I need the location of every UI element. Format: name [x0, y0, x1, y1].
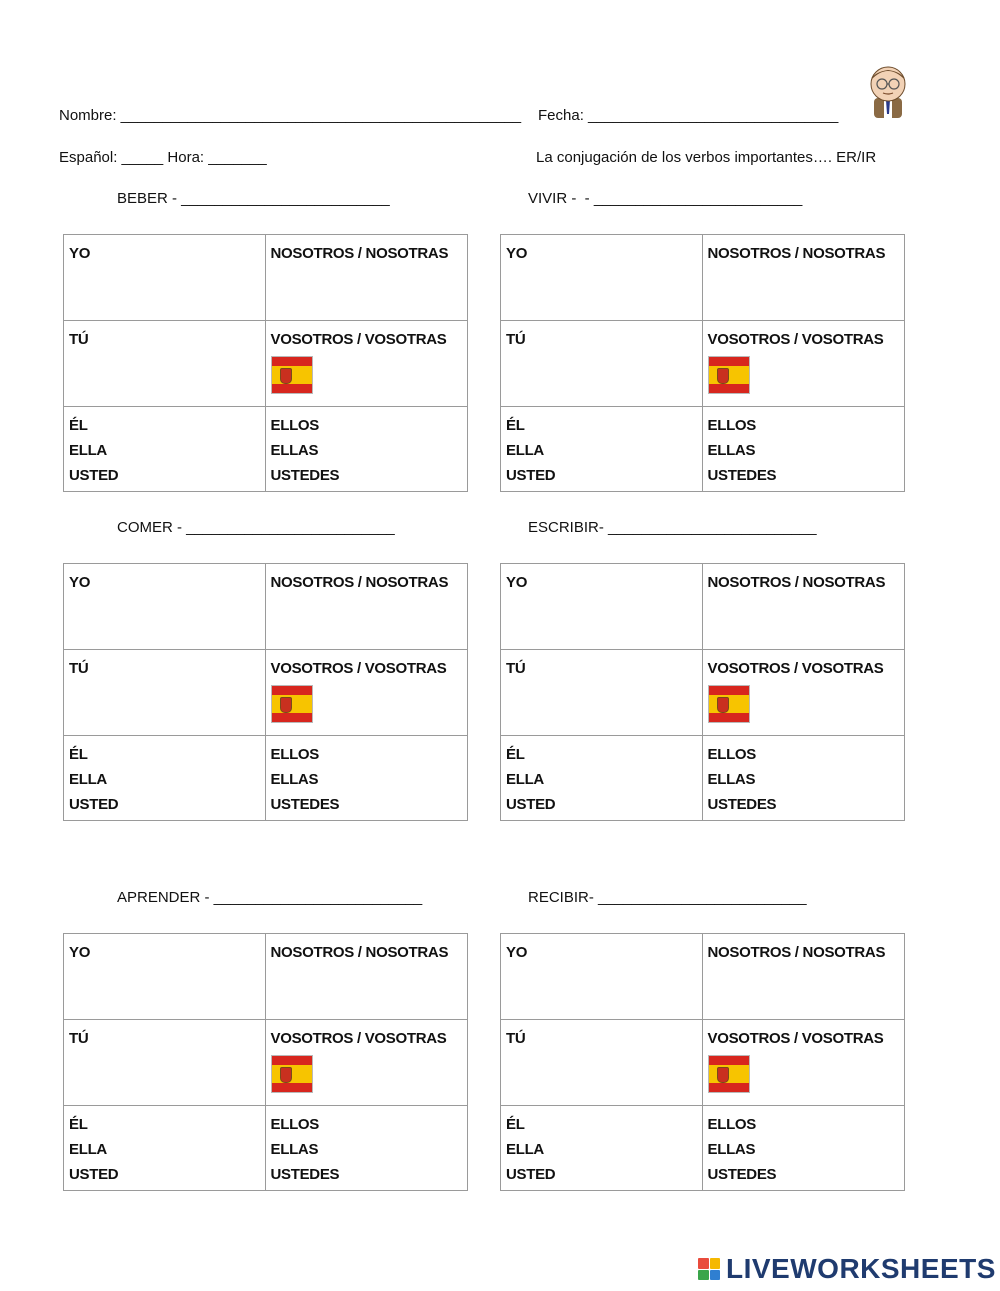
label-yo: YO: [69, 245, 91, 262]
label-ellas: ELLAS: [270, 1141, 319, 1158]
cell-ellos-ellas-ustedes[interactable]: [266, 736, 468, 820]
label-vosotros: VOSOTROS / VOSOTRAS: [707, 1030, 884, 1047]
label-ustedes: USTEDES: [270, 796, 340, 813]
cell-nosotros[interactable]: [266, 934, 468, 1020]
label-yo: YO: [506, 574, 528, 591]
label-el: ÉL: [69, 746, 88, 763]
cell-vosotros[interactable]: [703, 650, 905, 736]
label-ella: ELLA: [69, 1141, 107, 1158]
label-ella: ELLA: [506, 1141, 544, 1158]
worksheet-subtitle: La conjugación de los verbos importantes…. ER/IR: [536, 149, 877, 166]
spain-flag-icon: [708, 685, 750, 723]
cell-el-ella-usted[interactable]: [501, 736, 703, 820]
teacher-avatar-icon: [858, 60, 918, 120]
label-usted: USTED: [506, 1166, 556, 1183]
label-tu: TÚ: [69, 660, 89, 677]
cell-tu[interactable]: [64, 1020, 266, 1106]
cell-nosotros[interactable]: [266, 564, 468, 650]
cell-yo[interactable]: [64, 934, 266, 1020]
label-ellas: ELLAS: [707, 442, 756, 459]
cell-el-ella-usted[interactable]: [64, 1106, 266, 1190]
spain-flag-icon: [271, 1055, 313, 1093]
espanol-hora-field[interactable]: Español: _____ Hora: _______: [59, 149, 267, 166]
label-tu: TÚ: [69, 331, 89, 348]
label-ellas: ELLAS: [707, 771, 756, 788]
label-ellas: ELLAS: [270, 771, 319, 788]
cell-vosotros[interactable]: [703, 1020, 905, 1106]
label-ellas: ELLAS: [707, 1141, 756, 1158]
cell-yo[interactable]: [501, 564, 703, 650]
cell-ellos-ellas-ustedes[interactable]: [703, 407, 905, 491]
label-el: ÉL: [69, 1116, 88, 1133]
label-ellos: ELLOS: [270, 417, 320, 434]
label-yo: YO: [69, 574, 91, 591]
conjugation-grid-escribir: [500, 563, 905, 821]
label-vosotros: VOSOTROS / VOSOTRAS: [707, 331, 884, 348]
label-ellos: ELLOS: [270, 746, 320, 763]
label-tu: TÚ: [69, 1030, 89, 1047]
cell-nosotros[interactable]: [703, 564, 905, 650]
label-ustedes: USTEDES: [707, 467, 777, 484]
conjugation-grid-recibir: [500, 933, 905, 1191]
label-ustedes: USTEDES: [270, 1166, 340, 1183]
label-tu: TÚ: [506, 1030, 526, 1047]
label-ellos: ELLOS: [270, 1116, 320, 1133]
cell-yo[interactable]: [64, 564, 266, 650]
label-nosotros: NOSOTROS / NOSOTRAS: [270, 574, 449, 591]
label-ellos: ELLOS: [707, 417, 757, 434]
label-ella: ELLA: [69, 771, 107, 788]
label-yo: YO: [506, 944, 528, 961]
verb-beber-line[interactable]: BEBER - _________________________: [117, 190, 390, 207]
verb-aprender-line[interactable]: APRENDER - _________________________: [117, 889, 423, 906]
label-usted: USTED: [506, 467, 556, 484]
cell-yo[interactable]: [501, 934, 703, 1020]
spain-flag-icon: [708, 1055, 750, 1093]
label-vosotros: VOSOTROS / VOSOTRAS: [270, 1030, 447, 1047]
conjugation-grid-vivir: [500, 234, 905, 492]
cell-nosotros[interactable]: [266, 235, 468, 321]
label-nosotros: NOSOTROS / NOSOTRAS: [270, 245, 449, 262]
label-nosotros: NOSOTROS / NOSOTRAS: [707, 574, 886, 591]
label-vosotros: VOSOTROS / VOSOTRAS: [707, 660, 884, 677]
cell-vosotros[interactable]: [266, 1020, 468, 1106]
cell-ellos-ellas-ustedes[interactable]: [703, 1106, 905, 1190]
cell-yo[interactable]: [501, 235, 703, 321]
label-vosotros: VOSOTROS / VOSOTRAS: [270, 660, 447, 677]
verb-recibir-line[interactable]: RECIBIR- _________________________: [528, 889, 807, 906]
spain-flag-icon: [708, 356, 750, 394]
conjugation-grid-aprender: [63, 933, 468, 1191]
brand-name: LIVEWORKSHEETS: [726, 1253, 996, 1284]
label-el: ÉL: [506, 1116, 525, 1133]
label-ellos: ELLOS: [707, 1116, 757, 1133]
label-tu: TÚ: [506, 660, 526, 677]
label-usted: USTED: [506, 796, 556, 813]
label-usted: USTED: [69, 796, 119, 813]
label-usted: USTED: [69, 1166, 119, 1183]
label-ellos: ELLOS: [707, 746, 757, 763]
cell-yo[interactable]: [64, 235, 266, 321]
verb-comer-line[interactable]: COMER - _________________________: [117, 519, 395, 536]
cell-nosotros[interactable]: [703, 934, 905, 1020]
cell-ellos-ellas-ustedes[interactable]: [266, 407, 468, 491]
cell-ellos-ellas-ustedes[interactable]: [266, 1106, 468, 1190]
label-el: ÉL: [506, 417, 525, 434]
verb-vivir-line[interactable]: VIVIR - - _________________________: [528, 190, 803, 207]
label-usted: USTED: [69, 467, 119, 484]
label-ella: ELLA: [506, 771, 544, 788]
label-tu: TÚ: [506, 331, 526, 348]
label-ella: ELLA: [69, 442, 107, 459]
liveworksheets-logo: [698, 1253, 996, 1285]
label-ustedes: USTEDES: [270, 467, 340, 484]
cell-vosotros[interactable]: [703, 321, 905, 407]
label-ustedes: USTEDES: [707, 796, 777, 813]
label-vosotros: VOSOTROS / VOSOTRAS: [270, 331, 447, 348]
cell-tu[interactable]: [501, 1020, 703, 1106]
label-nosotros: NOSOTROS / NOSOTRAS: [270, 944, 449, 961]
cell-vosotros[interactable]: [266, 321, 468, 407]
liveworksheets-logo-icon: [698, 1258, 720, 1280]
verb-escribir-line[interactable]: ESCRIBIR- _________________________: [528, 519, 817, 536]
spain-flag-icon: [271, 685, 313, 723]
cell-el-ella-usted[interactable]: [501, 1106, 703, 1190]
label-yo: YO: [506, 245, 528, 262]
cell-tu[interactable]: [64, 650, 266, 736]
conjugation-grid-comer: [63, 563, 468, 821]
fecha-field[interactable]: Fecha: ______________________________: [538, 107, 839, 124]
label-ellas: ELLAS: [270, 442, 319, 459]
cell-ellos-ellas-ustedes[interactable]: [703, 736, 905, 820]
cell-el-ella-usted[interactable]: [501, 407, 703, 491]
label-el: ÉL: [506, 746, 525, 763]
conjugation-grid-beber: [63, 234, 468, 492]
nombre-field[interactable]: Nombre: ________________________________________________: [59, 107, 522, 124]
cell-nosotros[interactable]: [703, 235, 905, 321]
cell-el-ella-usted[interactable]: [64, 736, 266, 820]
label-ella: ELLA: [506, 442, 544, 459]
label-ustedes: USTEDES: [707, 1166, 777, 1183]
label-nosotros: NOSOTROS / NOSOTRAS: [707, 944, 886, 961]
label-el: ÉL: [69, 417, 88, 434]
cell-tu[interactable]: [501, 650, 703, 736]
cell-tu[interactable]: [501, 321, 703, 407]
cell-vosotros[interactable]: [266, 650, 468, 736]
spain-flag-icon: [271, 356, 313, 394]
cell-tu[interactable]: [64, 321, 266, 407]
label-nosotros: NOSOTROS / NOSOTRAS: [707, 245, 886, 262]
label-yo: YO: [69, 944, 91, 961]
cell-el-ella-usted[interactable]: [64, 407, 266, 491]
